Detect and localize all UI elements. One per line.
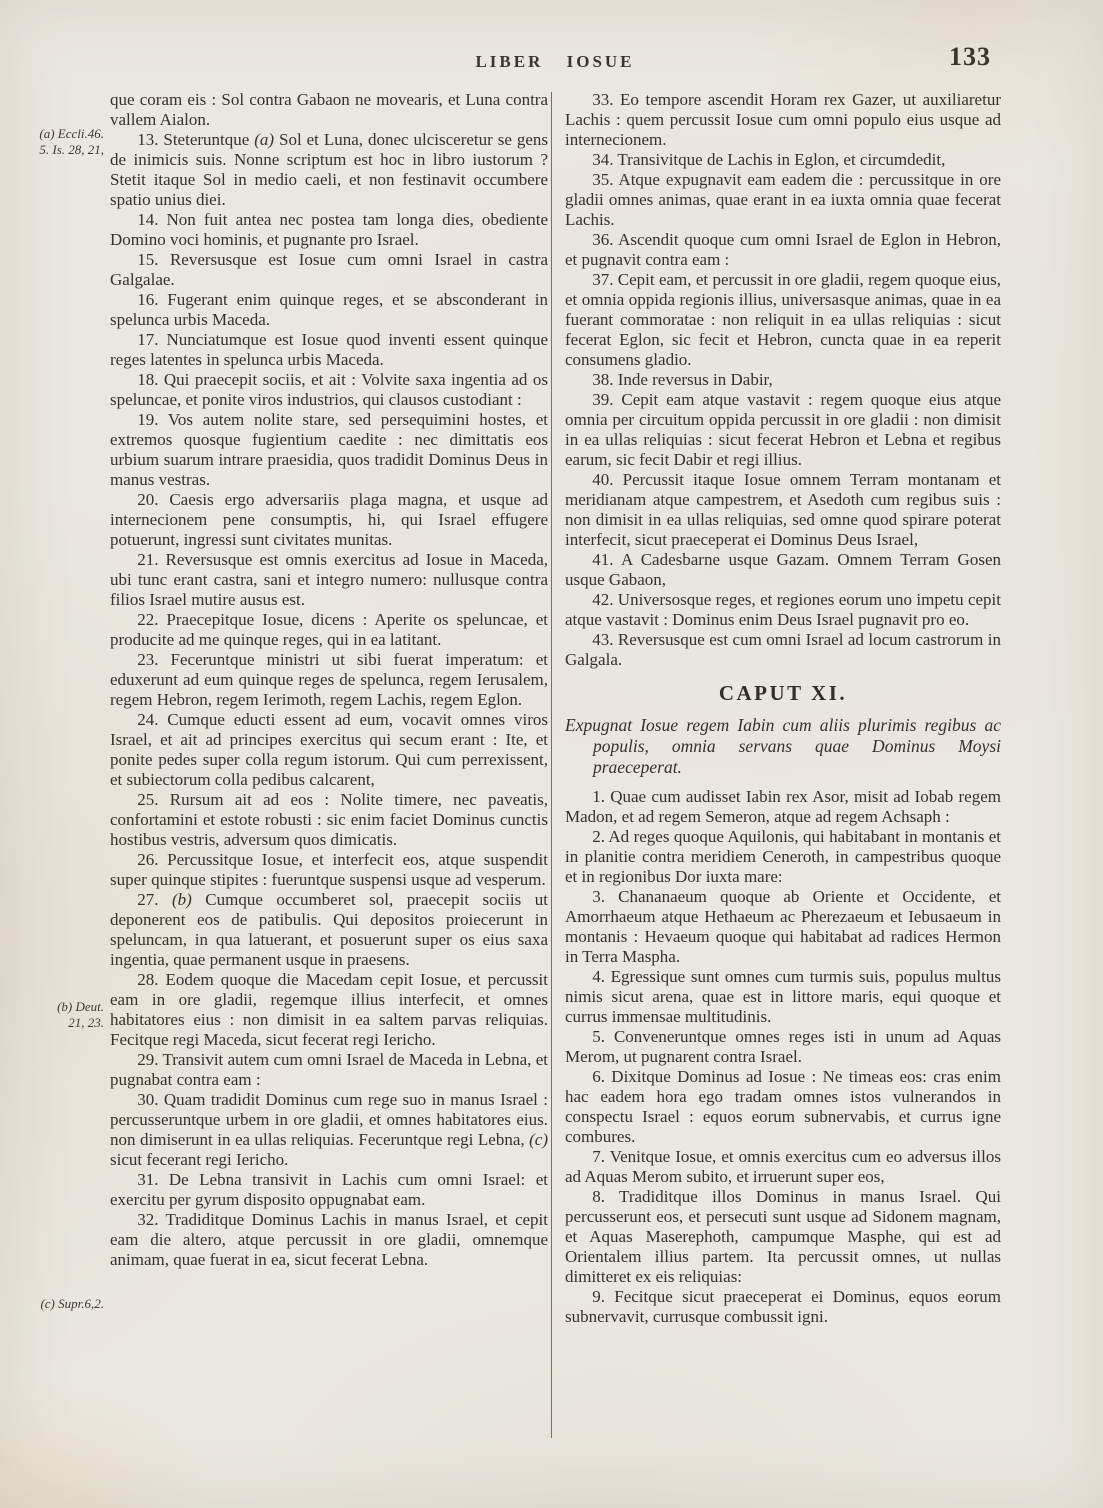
verse-paragraph: 41. A Cadesbarne usque Gazam. Omnem Terram Gosen usque Gabaon,: [565, 550, 1001, 589]
right-column: [565, 90, 1001, 1327]
verse-paragraph: 16. Fugerant enim quinque reges, et se absconderant in spelunca urbis Maceda.: [110, 290, 548, 329]
verse-paragraph: 9. Fecitque sicut praeceperat ei Dominus, equos eorum subnervavit, currusque combussit igni.: [565, 1287, 1001, 1326]
verse-paragraph: 21. Reversusque est omnis exercitus ad Iosue in Maceda, ubi tunc erant castra, sani et integro numero: nullusque contra filios Israel mutire ausus est.: [110, 550, 548, 609]
verse-paragraph: 4. Egressique sunt omnes cum turmis suis, populus multus nimis sicut arena, quae est in littore maris, equi quoque et currus immensae multitudinis.: [565, 967, 1001, 1026]
verse-paragraph: 1. Quae cum audisset Iabin rex Asor, misit ad Iobab regem Madon, et ad regem Semeron, atque ad regem Achsaph :: [565, 787, 1001, 826]
verse-paragraph: 37. Cepit eam, et percussit in ore gladii, regem quoque eius, et omnia oppida regionis illius, universasque animas, quae in ea fuerant commoratae : non reliquit in ea ullas reliquias : sicut fecerat Eglon, sic fecit et Hebron, cuncta quae in ea reperit consumens gladio.: [565, 270, 1001, 369]
verse-paragraph: 36. Ascendit quoque cum omni Israel de Eglon in Hebron, et pugnavit contra eam :: [565, 230, 1001, 269]
margin-note-line: 5. Is. 28, 21,: [39, 142, 104, 157]
chapter-heading: CAPUT XI.: [718, 681, 848, 705]
verse-paragraph: 31. De Lebna transivit in Lachis cum omni Israel: et exercitu per gyrum disposito oppugnabat eam.: [110, 1170, 548, 1209]
column-divider-rule: [551, 92, 552, 1438]
verse-paragraph: 33. Eo tempore ascendit Horam rex Gazer, ut auxiliaretur Lachis : quem percussit Iosue cum omni populo eius usque ad internecionem.: [565, 90, 1001, 149]
verse-paragraph: 22. Praecepitque Iosue, dicens : Aperite os speluncae, et producite ad me quinque reges, qui in ea latitant.: [110, 610, 548, 649]
verse-paragraph: 3. Chananaeum quoque ab Oriente et Occidente, et Amorrhaeum atque Hethaeum ac Pherezaeum et Iebusaeum in montanis : Hevaeum quoque qui habitabat ad radices Hermon in Terra Maspha.: [565, 887, 1001, 966]
verse-paragraph: 7. Venitque Iosue, et omnis exercitus cum eo adversus illos ad Aquas Merom subito, et irruerunt super eos,: [565, 1147, 1001, 1186]
verse-paragraph: 43. Reversusque est cum omni Israel ad locum castrorum in Galgala.: [565, 630, 1001, 669]
verse-paragraph: 27. (b) Cumque occumberet sol, praecepit sociis ut deponerent eos de patibulis. Qui depositos proiecerunt in speluncam, in qua latuerant, et posuerunt super os eius saxa ingentia, quae permanent usque in praesens.: [110, 890, 548, 969]
margin-note-a: [8, 126, 104, 158]
verse-paragraph: 34. Transivitque de Lachis in Eglon, et circumdedit,: [592, 150, 946, 169]
margin-note-line: (c) Supr.6,2.: [40, 1296, 104, 1311]
verse-paragraph: 19. Vos autem nolite stare, sed persequimini hostes, et extremos quosque fugientium caedite : nec dimittatis eos urbium suarum intrare praesidia, quos tradidit Dominus Deus in manus vestras.: [110, 410, 548, 489]
verse-paragraph: 6. Dixitque Dominus ad Iosue : Ne timeas eos: cras enim hac eadem hora ego tradam omnes istos vulnerandos in conspectu Israel : equos eorum subnervabis, et currus igne combures.: [565, 1067, 1001, 1146]
running-head-title: LIBER IOSUE: [475, 52, 635, 71]
verse-paragraph: 25. Rursum ait ad eos : Nolite timere, nec paveatis, confortamini et estote robusti : sic enim faciet Dominus cunctis hostibus vestris, adversum quos dimicatis.: [110, 790, 548, 849]
verse-paragraph: 2. Ad reges quoque Aquilonis, qui habitabant in montanis et in planitie contra meridiem Ceneroth, in campestribus quoque et in regionibus Dor iuxta mare:: [565, 827, 1001, 886]
verse-paragraph: 28. Eodem quoque die Macedam cepit Iosue, et percussit eam in ore gladii, regemque illius interfecit, et omnes habitatores eius : non dimisit in ea saltem parvas reliquias. Fecitque regi Maceda, sicut fecerat regi Iericho.: [110, 970, 548, 1049]
margin-note-c: [2, 1296, 104, 1312]
chapter-argument: Expugnat Iosue regem Iabin cum aliis plurimis regibus ac populis, omnia servans quae Dominus Moysi praeceperat.: [565, 715, 1001, 777]
left-column: [110, 90, 548, 1270]
right-column-verses-top: [565, 90, 1001, 670]
verse-paragraph: 17. Nunciatumque est Iosue quod inventi essent quinque reges latentes in spelunca urbis Maceda.: [110, 330, 548, 369]
verse-paragraph: 32. Tradiditque Dominus Lachis in manus Israel, et cepit eam die altero, atque percussit in ore gladii, omnemque animam, quae fuerat in ea, sicut fecerat Lebna.: [110, 1210, 548, 1269]
margin-note-line: (a) Eccli.46.: [39, 126, 104, 141]
verse-paragraph: 5. Conveneruntque omnes reges isti in unum ad Aquas Merom, ut pugnarent contra Israel.: [565, 1027, 1001, 1066]
right-column-verses-bottom: [565, 787, 1001, 1327]
verse-paragraph: 40. Percussit itaque Iosue omnem Terram montanam et meridianam atque campestrem, et Asedoth cum regibus suis : non dimisit in ea ullas reliquias, sed omne quod spirare poterat interfecit, sicut praeceperat ei Dominus Deus Israel,: [565, 470, 1001, 549]
page-number: 133: [949, 42, 991, 71]
verse-paragraph: 38. Inde reversus in Dabir,: [592, 370, 773, 389]
verse-paragraph: 13. Steteruntque (a) Sol et Luna, donec ulcisceretur se gens de inimicis suis. Nonne scriptum est hoc in libro iustorum ? Stetit itaque Sol in medio caeli, et non festinavit occumbere spatio unius diei.: [110, 130, 549, 209]
verse-paragraph: 23. Feceruntque ministri ut sibi fuerat imperatum: et eduxerunt ad eum quinque reges de spelunca, regem Ierusalem, regem Hebron, regem Ierimoth, regem Lachis, regem Eglon.: [110, 650, 548, 709]
verse-paragraph: 18. Qui praecepit sociis, et ait : Volvite saxa ingentia ad os speluncae, et ponite viros industrios, qui clausos custodiant :: [110, 370, 548, 409]
verse-paragraph: 29. Transivit autem cum omni Israel de Maceda in Lebna, et pugnabat contra eam :: [110, 1050, 548, 1089]
margin-note-line: (b) Deut.: [57, 999, 104, 1014]
verse-paragraph: 14. Non fuit antea nec postea tam longa dies, obediente Domino voci hominis, et pugnante pro Israel.: [110, 210, 548, 249]
verse-paragraph: 39. Cepit eam atque vastavit : regem quoque eius atque omnia per circuitum oppida percussit in ore gladii : non dimisit in ea ullas reliquias : sicut fecerat Hebron et Lebna et regibus earum, sic fecit Dabir et regi illius.: [565, 390, 1001, 469]
margin-note-line: 21, 23.: [68, 1015, 104, 1030]
verse-paragraph: 24. Cumque educti essent ad eum, vocavit omnes viros Israel, et ait ad principes exercitus qui secum erant : Ite, et ponite pedes super colla regum istorum. Qui cum perrexissent, et subiectorum colla pedibus calcarent,: [110, 710, 548, 789]
verse-paragraph: 35. Atque expugnavit eam eadem die : percussitque in ore gladii omnes animas, quae erant in ea iuxta omnia quae fecerat Lachis.: [565, 170, 1001, 229]
margin-note-b: [8, 999, 104, 1031]
verse-paragraph: 26. Percussitque Iosue, et interfecit eos, atque suspendit super quinque stipites : fueruntque suspensi usque ad vesperum.: [110, 850, 548, 889]
verse-paragraph: 8. Tradiditque illos Dominus in manus Israel. Qui percusserunt eos, et persecuti sunt usque ad Sidonem magnam, et Aquas Maserephoth, campumque Masphe, qui est ad Orientalem illius partem. Ita percussit omnes, ut nullas dimitteret ex eis reliquias:: [565, 1187, 1001, 1286]
verse-paragraph: 15. Reversusque est Iosue cum omni Israel in castra Galgalae.: [110, 250, 548, 289]
verse-paragraph: 20. Caesis ergo adversariis plaga magna, et usque ad internecionem pene consumptis, hi, qui Israel effugere potuerunt, ingressi sunt civitates munitas.: [110, 490, 548, 549]
verse-paragraph: 42. Universosque reges, et regiones eorum uno impetu cepit atque vastavit : Dominus enim Deus Israel pugnavit pro eo.: [565, 590, 1001, 629]
verse-paragraph: que coram eis : Sol contra Gabaon ne movearis, et Luna contra vallem Aialon.: [110, 90, 548, 129]
verse-paragraph: 30. Quam tradidit Dominus cum rege suo in manus Israel : percusseruntque urbem in ore gladii, et omnes habitatores eius. non dimiserunt in ea ullas reliquias. Feceruntque regi Lebna, (c) sicut fecerant regi Iericho.: [110, 1090, 548, 1169]
